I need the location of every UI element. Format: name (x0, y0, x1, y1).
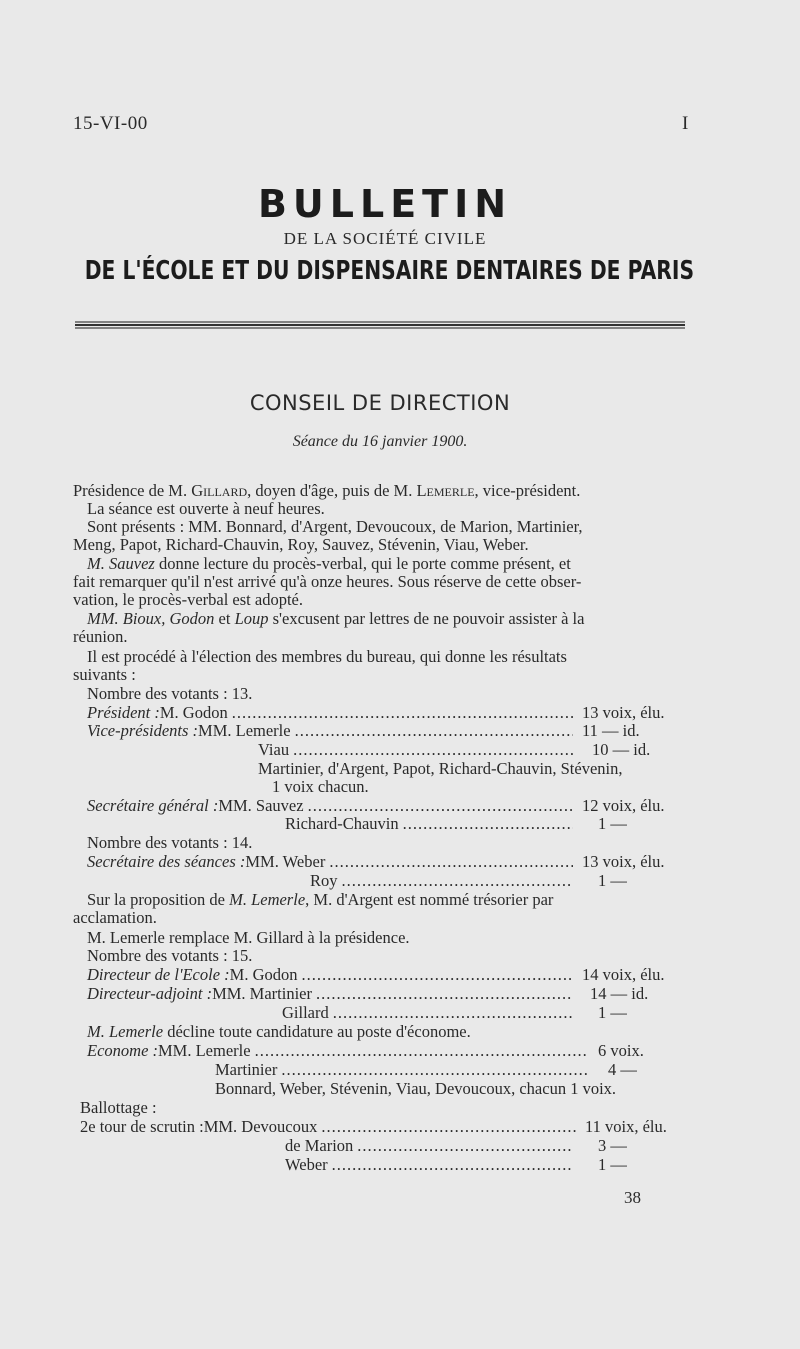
votants-2: Nombre des votants : 14. (87, 833, 253, 852)
roy-result: 1 — (598, 871, 627, 890)
votants-1: Nombre des votants : 13. (87, 684, 253, 703)
econome-row: Econome : MM. Lemerle ..... (87, 1042, 592, 1060)
votants-3: Nombre des votants : 15. (87, 946, 253, 965)
sauvez-line-1: M. Sauvez donne lecture du procès-verbal, qui le porte comme présent, et (87, 554, 571, 573)
de-marion-result: 3 — (598, 1136, 627, 1155)
richard-chauvin-row: Richard-Chauvin ..... (285, 815, 577, 833)
econome-others: Bonnard, Weber, Stévenin, Viau, Devoucoux, chacun 1 voix. (215, 1079, 617, 1098)
vice-president-row: Vice-présidents : MM. Lemerle ..... (87, 722, 577, 740)
others-line-2: 1 voix chacun. (272, 777, 369, 796)
bulletin-subtitle: DE LA SOCIÉTÉ CIVILE (283, 229, 487, 248)
header-folio: I (682, 113, 689, 134)
second-tour-result: 11 voix, élu. (585, 1117, 667, 1136)
second-tour-row: 2e tour de scrutin : MM. Devoucoux ..... (80, 1118, 580, 1136)
econome-result: 6 voix. (598, 1041, 644, 1060)
ballottage-label: Ballottage : (80, 1098, 157, 1117)
presidence-line: Présidence de M. Gillard, doyen d'âge, puis de M. Lemerle, vice-président. (73, 481, 581, 500)
tresorier-line-2: acclamation. (73, 908, 157, 927)
presents-line-1: Sont présents : MM. Bonnard, d'Argent, Devoucoux, de Marion, Martinier, (87, 517, 583, 536)
martinier-result: 4 — (608, 1060, 637, 1079)
bulletin-title: BULLETIN (257, 182, 513, 226)
vice-president-result: 11 — id. (582, 721, 640, 740)
excuses-line-2: réunion. (73, 627, 128, 646)
others-line-1: Martinier, d'Argent, Papot, Richard-Chauvin, Stévenin, (258, 759, 623, 778)
secretaire-general-result: 12 voix, élu. (582, 796, 665, 815)
secretaire-general-row: Secrétaire général : MM. Sauvez ..... (87, 797, 577, 815)
viau-row: Viau ..... (258, 741, 577, 759)
gillard-result: 1 — (598, 1003, 627, 1022)
ouverture-line: La séance est ouverte à neuf heures. (87, 499, 325, 518)
weber-result: 1 — (598, 1155, 627, 1174)
weber-row: Weber ..... (285, 1156, 577, 1174)
header-date: 15-VI-00 (73, 113, 148, 134)
sauvez-line-2: fait remarquer qu'il n'est arrivé qu'à onze heures. Sous réserve de cette obser- (73, 572, 582, 591)
secretaire-seances-result: 13 voix, élu. (582, 852, 665, 871)
remplace-line: M. Lemerle remplace M. Gillard à la présidence. (87, 928, 410, 947)
tresorier-line-1: Sur la proposition de M. Lemerle, M. d'Argent est nommé trésorier par (87, 890, 554, 909)
directeur-adjoint-row: Directeur-adjoint : MM. Martinier ..... (87, 985, 577, 1003)
decline-line: M. Lemerle décline toute candidature au poste d'économe. (87, 1022, 471, 1041)
roy-row: Roy ..... (310, 872, 577, 890)
gillard-row: Gillard ..... (282, 1004, 577, 1022)
viau-result: 10 — id. (592, 740, 651, 759)
directeur-result: 14 voix, élu. (582, 965, 665, 984)
bulletin-main-heading: DE L'ÉCOLE ET DU DISPENSAIRE DENTAIRES DE PARIS (84, 256, 695, 286)
richard-chauvin-result: 1 — (598, 814, 627, 833)
election-line-1: Il est procédé à l'élection des membres du bureau, qui donne les résultats (87, 647, 567, 666)
martinier-row: Martinier ..... (215, 1061, 592, 1079)
de-marion-row: de Marion ..... (285, 1137, 577, 1155)
page-number: 38 (624, 1188, 641, 1207)
sauvez-line-3: vation, le procès-verbal est adopté. (73, 590, 303, 609)
president-row: Président : M. Godon ..... (87, 704, 577, 722)
decorative-rule (75, 320, 685, 330)
election-line-2: suivants : (73, 665, 136, 684)
excuses-line-1: MM. Bioux, Godon et Loup s'excusent par lettres de ne pouvoir assister à la (87, 609, 585, 628)
seance-date: Séance du 16 janvier 1900. (292, 433, 468, 450)
presents-line-2: Meng, Papot, Richard-Chauvin, Roy, Sauvez, Stévenin, Viau, Weber. (73, 535, 529, 554)
directeur-row: Directeur de l'Ecole : M. Godon ..... (87, 966, 577, 984)
president-result: 13 voix, élu. (582, 703, 665, 722)
section-title: CONSEIL DE DIRECTION (249, 391, 511, 415)
directeur-adjoint-result: 14 — id. (590, 984, 649, 1003)
secretaire-seances-row: Secrétaire des séances : MM. Weber ..... (87, 853, 577, 871)
